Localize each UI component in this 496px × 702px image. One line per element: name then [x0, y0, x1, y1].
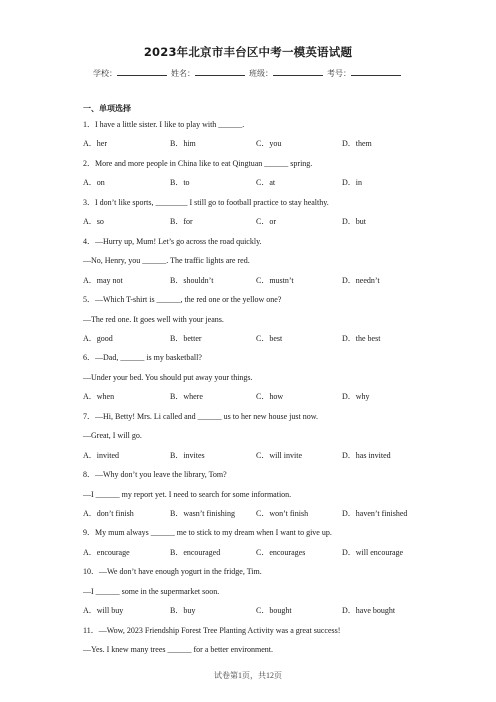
section-heading: 一、单项选择: [83, 104, 131, 113]
question-dialogue-line: —The red one. It goes well with your jeans.: [83, 314, 224, 324]
question-stem: 3．I don’t like sports, ________ I still go to football practice to stay healthy.: [83, 197, 329, 207]
class-label: 班级：: [249, 69, 273, 78]
question-stem: 6．—Dad, ______ is my basketball?: [83, 353, 202, 363]
name-label: 姓名：: [171, 69, 195, 78]
answer-option[interactable]: D．why: [342, 392, 370, 402]
answer-option[interactable]: C．will invite: [256, 450, 302, 460]
answer-option[interactable]: B．to: [170, 178, 190, 188]
page-footer: 试卷第1页，共12页: [214, 671, 282, 680]
answer-option[interactable]: C．best: [256, 333, 283, 343]
question-dialogue-line: —No, Henry, you ______. The traffic lights are red.: [83, 256, 250, 266]
answer-option[interactable]: D．has invited: [342, 450, 391, 460]
answer-option[interactable]: C．bought: [256, 606, 292, 616]
question-dialogue-line: —Great, I will go.: [83, 431, 142, 441]
answer-option[interactable]: D．needn’t: [342, 275, 380, 285]
question-dialogue-line: —I ______ my report yet. I need to search for some information.: [83, 489, 292, 499]
answer-option[interactable]: D．them: [342, 139, 372, 149]
question-stem: 2．More and more people in China like to eat Qingtuan ______ spring.: [83, 158, 313, 168]
question-dialogue-line: —Under your bed. You should put away your things.: [83, 372, 253, 382]
answer-option[interactable]: A．good: [83, 333, 113, 343]
answer-option[interactable]: C．you: [256, 139, 282, 149]
answer-option[interactable]: C．at: [256, 178, 276, 188]
answer-option[interactable]: A．will buy: [83, 606, 124, 616]
answer-option[interactable]: D．but: [342, 217, 366, 227]
answer-option[interactable]: D．the best: [342, 333, 381, 343]
answer-option[interactable]: C．how: [256, 392, 284, 402]
answer-option[interactable]: D．in: [342, 178, 362, 188]
question-dialogue-line: —I ______ some in the supermarket soon.: [83, 586, 220, 596]
answer-option[interactable]: D．haven’t finished: [342, 509, 408, 518]
answer-option[interactable]: B．invites: [170, 450, 205, 460]
answer-option[interactable]: A．so: [83, 217, 104, 227]
answer-option[interactable]: A．may not: [83, 275, 123, 285]
answer-option[interactable]: A．on: [83, 178, 105, 188]
answer-option[interactable]: A．encourage: [83, 547, 130, 557]
answer-option[interactable]: C．or: [256, 217, 276, 227]
answer-option[interactable]: B．wasn’t finishing: [170, 509, 235, 518]
school-label: 学校：: [93, 69, 117, 78]
answer-option[interactable]: D．have bought: [342, 606, 396, 616]
answer-option[interactable]: B．encouraged: [170, 547, 221, 557]
answer-option[interactable]: B．shouldn’t: [170, 275, 214, 285]
question-stem: 8．—Why don’t you leave the library, Tom?: [83, 470, 227, 480]
answer-option[interactable]: B．for: [170, 217, 193, 227]
question-stem: 5．—Which T-shirt is ______, the red one or the yellow one?: [83, 295, 282, 305]
question-stem: 1．I have a little sister. I like to play with ______.: [83, 120, 245, 129]
question-stem: 11．—Wow, 2023 Friendship Forest Tree Planting Activity was a great success!: [83, 625, 341, 635]
answer-option[interactable]: A．invited: [83, 450, 119, 460]
answer-option[interactable]: B．him: [170, 139, 196, 149]
answer-option[interactable]: A．when: [83, 392, 115, 402]
page-title: 2023年北京市丰台区中考一模英语试题: [143, 45, 353, 59]
question-stem: 10．—We don’t have enough yogurt in the fridge, Tim.: [83, 567, 262, 577]
answer-option[interactable]: A．her: [83, 139, 107, 149]
answer-option[interactable]: D．will encourage: [342, 547, 404, 557]
question-stem: 4．—Hurry up, Mum! Let’s go across the road quickly.: [83, 236, 262, 246]
question-dialogue-line: —Yes. I knew many trees ______ for a better environment.: [83, 645, 274, 655]
answer-option[interactable]: B．where: [170, 392, 203, 402]
answer-option[interactable]: C．won’t finish: [256, 509, 309, 518]
answer-option[interactable]: B．better: [170, 333, 202, 343]
question-stem: 7．—Hi, Betty! Mrs. Li called and ______ us to her new house just now.: [83, 411, 319, 421]
question-stem: 9．My mum always ______ me to stick to my dream when I want to give up.: [83, 528, 332, 538]
answer-option[interactable]: C．mustn’t: [256, 275, 294, 285]
answer-option[interactable]: B．buy: [170, 606, 196, 616]
answer-option[interactable]: C．encourages: [256, 547, 306, 557]
exam-number-label: 考号：: [327, 69, 351, 78]
answer-option[interactable]: A．don’t finish: [83, 509, 134, 518]
